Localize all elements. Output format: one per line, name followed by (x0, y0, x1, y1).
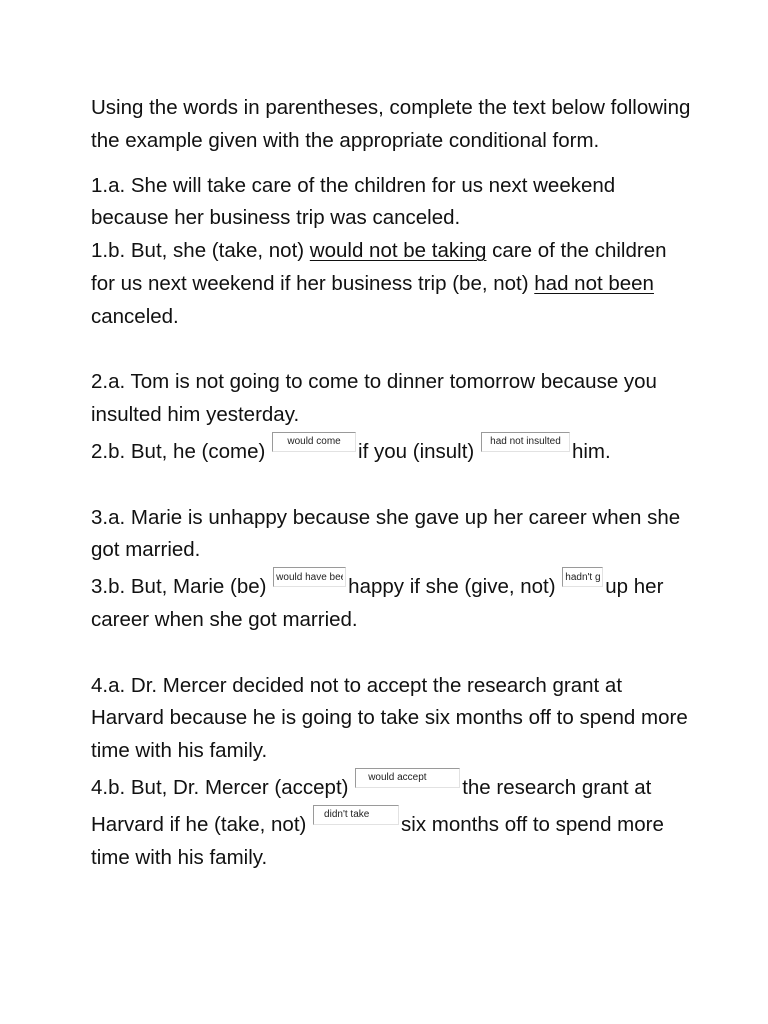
example-1a-text: 1.a. She will take care of the children for us next weekend because her business trip was canceled. (91, 173, 616, 230)
question-4b-middle: the research grant at Harvard if he (take, not) (91, 775, 652, 836)
question-4b-suffix: six months off to spend more time with his family. (91, 812, 664, 869)
instructions-text: Using the words in parentheses, complete the text below following the example given with the appropriate conditional form. (91, 96, 691, 152)
answer-field-2-1[interactable] (272, 432, 356, 452)
answer-input-3-1[interactable] (274, 568, 345, 586)
question-4b-prefix: 4.b. But, Dr. Mercer (accept) (91, 775, 349, 799)
question-3b-text (91, 567, 691, 637)
answer-field-2-2[interactable] (481, 432, 570, 452)
question-3a-text: 3.a. Marie is unhappy because she gave up her career when she got married. (91, 505, 681, 562)
question-2b-suffix: him. (571, 439, 611, 463)
example-1b-middle: care of the children for us next weekend if her business trip (be, not) (91, 239, 667, 295)
question-3b-suffix: up her career when she got married. (91, 575, 664, 631)
question-2a-text: 2.a. Tom is not going to come to dinner tomorrow because you insulted him yesterday. (91, 370, 657, 427)
answer-field-3-1[interactable] (273, 567, 346, 587)
answer-input-2-1[interactable] (273, 433, 355, 451)
example-1b-text (91, 235, 691, 333)
answer-field-4-2[interactable] (313, 805, 399, 825)
question-3b-prefix: 3.b. But, Marie (be) (91, 575, 267, 599)
answer-input-4-1[interactable] (356, 769, 459, 787)
example-answer-1: would not be taking (309, 239, 487, 263)
question-4a-text: 4.a. Dr. Mercer decided not to accept the research grant at Harvard because he is going to take six months off to spend more time with his family. (91, 673, 688, 763)
question-2b-middle: if you (insult) (358, 439, 475, 463)
answer-field-4-1[interactable] (355, 768, 460, 788)
example-1b-prefix: 1.b. But, she (take, not) (91, 239, 305, 263)
answer-input-2-2[interactable] (482, 433, 569, 451)
question-4b-text (91, 768, 691, 874)
example-answer-2: had not been (534, 271, 654, 295)
question-2b-prefix: 2.b. But, he (come) (91, 439, 266, 463)
example-1b-suffix: canceled. (91, 304, 179, 328)
answer-input-3-2[interactable] (563, 568, 602, 586)
question-2b-text (91, 432, 691, 469)
document-page (91, 92, 691, 874)
answer-field-3-2[interactable] (562, 567, 603, 587)
question-3b-middle: happy if she (give, not) (348, 575, 556, 599)
answer-input-4-2[interactable] (314, 806, 398, 824)
